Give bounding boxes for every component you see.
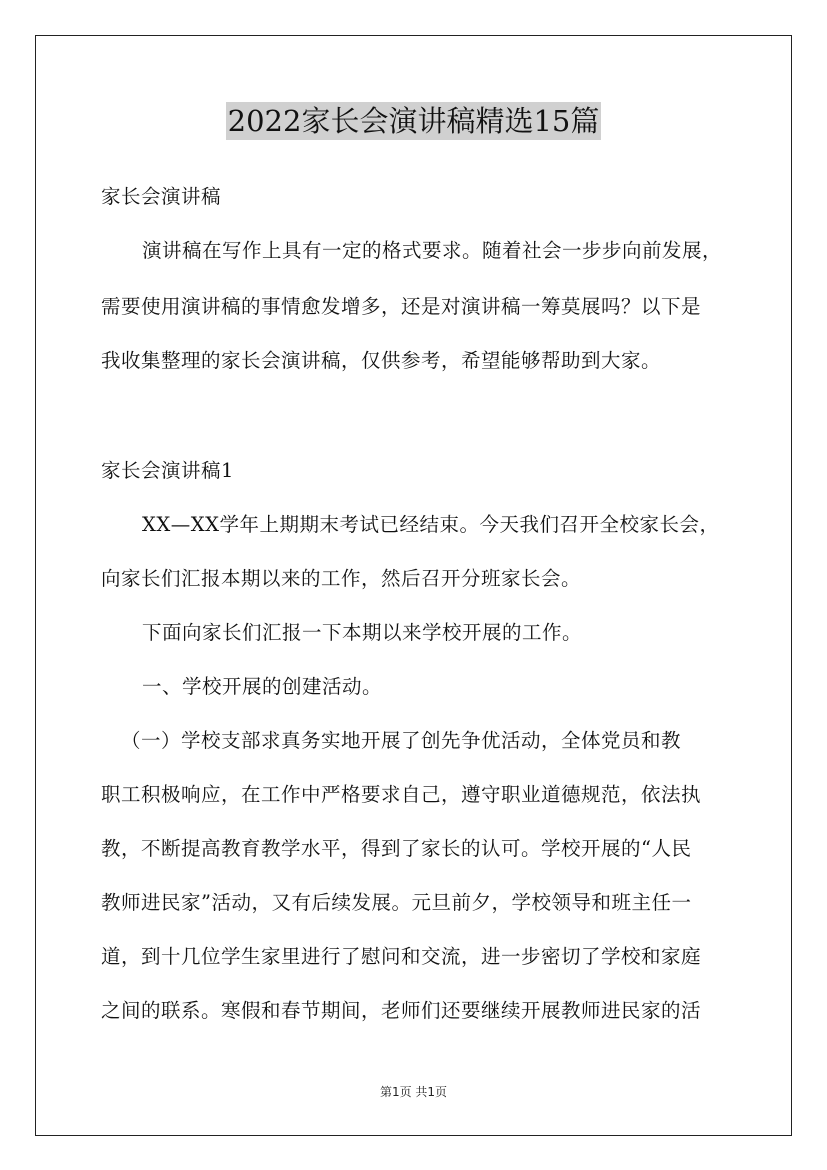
paragraph-line: 一、学校开展的创建活动。	[142, 675, 383, 698]
paragraph-line: 我收集整理的家长会演讲稿，仅供参考，希望能够帮助到大家。	[101, 349, 662, 372]
document-title: 2022家长会演讲稿精选15篇	[227, 104, 600, 138]
paragraph-line: 向家长们汇报本期以来的工作，然后召开分班家长会。	[101, 567, 582, 590]
document-body	[101, 0, 733, 1170]
paragraph-line: （一）学校支部求真务实地开展了创先争优活动，全体党员和教	[121, 729, 682, 752]
paragraph-line: XX—XX学年上期期末考试已经结束。今天我们召开全校家长会，	[142, 513, 720, 536]
section-heading: 家长会演讲稿1	[101, 459, 234, 482]
paragraph-line: 下面向家长们汇报一下本期以来学校开展的工作。	[142, 621, 583, 644]
page-footer	[0, 1083, 827, 1100]
paragraph-line: 教，不断提高教育教学水平，得到了家长的认可。学校开展的“人民	[101, 837, 692, 860]
page-number-label: 第1页 共1页	[379, 1085, 448, 1099]
section-heading: 家长会演讲稿	[101, 185, 222, 208]
paragraph-line: 之间的联系。寒假和春节期间，老师们还要继续开展教师进民家的活	[101, 999, 702, 1022]
paragraph-line: 道，到十几位学生家里进行了慰问和交流，进一步密切了学校和家庭	[101, 945, 702, 968]
paragraph-line: 职工积极响应，在工作中严格要求自己，遵守职业道德规范，依法执	[101, 783, 702, 806]
paragraph-line: 演讲稿在写作上具有一定的格式要求。随着社会一步步向前发展，	[142, 239, 723, 262]
paragraph-line: 教师进民家”活动，又有后续发展。元旦前夕，学校领导和班主任一	[101, 891, 692, 914]
paragraph-line: 需要使用演讲稿的事情愈发增多，还是对演讲稿一筹莫展吗？以下是	[101, 295, 702, 318]
